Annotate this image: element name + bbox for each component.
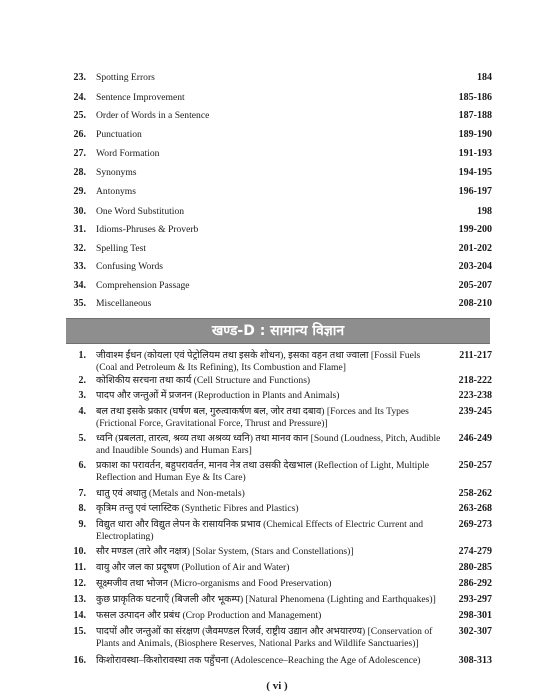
- entry-pages: 189-190: [458, 129, 492, 140]
- entry-number: 2.: [78, 375, 86, 386]
- entry-title: Confusing Words: [96, 261, 164, 272]
- entry-pages: 187-188: [458, 110, 492, 121]
- entry-number: 9.: [78, 519, 86, 530]
- entry-number: 7.: [78, 488, 86, 499]
- entry-title: सौर मण्डल (तारे और नक्षत्र) [Solar System, (Stars and Constellations)]: [96, 546, 354, 557]
- entry-title: वायु और जल का प्रदूषण (Pollution of Air and Water): [96, 562, 290, 573]
- entry-number: 32.: [73, 243, 86, 254]
- entry-title: Comprehension Passage: [96, 280, 190, 291]
- entry-pages: 239-245: [458, 406, 492, 417]
- entry-title: Punctuation: [96, 129, 142, 140]
- entry-pages: 298-301: [458, 610, 492, 621]
- entry-title: कृत्रिम तन्तु एवं प्लास्टिक (Synthetic Fibres and Plastics): [96, 503, 299, 514]
- entry-pages: 274-279: [458, 546, 492, 557]
- entry-title: बल तथा इसके प्रकार (घर्षण बल, गुरुत्वाकर्षण बल, जोर तथा दबाव) [Forces and Its Types (Frictional Force, Gravitational Force, Thrust and Pressure)]: [96, 406, 409, 429]
- entry-pages: 205-207: [458, 280, 492, 291]
- entry-title: Idioms-Phruses & Proverb: [96, 224, 199, 235]
- entry-pages: 185-186: [458, 92, 492, 103]
- entry-title: पादप और जन्तुओं में प्रजनन (Reproduction in Plants and Animals): [96, 390, 340, 401]
- entry-pages: 201-202: [458, 243, 492, 254]
- entry-number: 8.: [78, 503, 86, 514]
- entry-title: विद्युत धारा और विद्युत लेपन के रासायनिक प्रभाव (Chemical Effects of Electric Current and Electroplating): [96, 519, 424, 542]
- entry-title: ध्वनि (प्रबलता, तारत्व, श्रव्य तथा अश्रव्य ध्वनि) तथा मानव कान [Sound (Loudness, Pitch, Audible and Inaudible Sounds) and Human Ears]: [96, 433, 441, 456]
- entry-title: पादपों और जन्तुओं का संरक्षण (जैवमण्डल रिजर्व, राष्ट्रीय उद्यान और अभयारण्य) [Conservation of Plants and Animals, (Biosphere Reserves, National Parks and Wildlife Sanctuaries)]: [96, 626, 433, 649]
- entry-title: किशोरावस्था–किशोरावस्था तक पहुँचना (Adolescence–Reaching the Age of Adolescence): [96, 655, 421, 666]
- entry-title: Word Formation: [96, 148, 160, 159]
- entry-title: Synonyms: [96, 167, 137, 178]
- entry-pages: 308-313: [458, 655, 492, 666]
- entry-title: प्रकाश का परावर्तन, बहुपरावर्तन, मानव नेत्र तथा उसकी देखभाल (Reflection of Light, Multiple Reflection and Human Eye & Its Care): [96, 460, 430, 483]
- entry-number: 34.: [73, 280, 86, 291]
- entry-number: 27.: [73, 148, 86, 159]
- entry-pages: 293-297: [458, 594, 492, 605]
- section-heading-banner: [66, 318, 490, 344]
- entry-number: 28.: [73, 167, 86, 178]
- entry-number: 1.: [78, 350, 86, 361]
- entry-number: 13.: [73, 594, 86, 605]
- entry-pages: 196-197: [458, 186, 492, 197]
- entry-title: Spelling Test: [96, 243, 147, 254]
- entry-pages: 263-268: [458, 503, 492, 514]
- entry-number: 26.: [73, 129, 86, 140]
- entry-pages: 203-204: [458, 261, 492, 272]
- entry-pages: 223-238: [458, 390, 492, 401]
- entry-number: 25.: [73, 110, 86, 121]
- entry-number: 10.: [73, 546, 86, 557]
- entry-number: 24.: [73, 92, 86, 103]
- entry-pages: 246-249: [458, 433, 492, 444]
- section-heading: खण्ड-D : सामान्य विज्ञान: [211, 323, 345, 339]
- entry-pages: 191-193: [458, 148, 492, 159]
- entry-number: 33.: [73, 261, 86, 272]
- entry-pages: 250-257: [458, 460, 492, 471]
- entry-number: 3.: [78, 390, 86, 401]
- entry-title: जीवाश्म ईंधन (कोयला एवं पेट्रोलियम तथा इसके शोधन), इसका वहन तथा ज्वाला [Fossil Fuels (Coal and Petroleum & Its Refining), Its Combustion and Flame]: [96, 350, 421, 373]
- entry-title: कुछ प्राकृतिक घटनाएँ (बिजली और भूकम्प) [Natural Phenomena (Lighting and Earthquakes)]: [96, 594, 436, 605]
- entry-title: Spotting Errors: [96, 72, 155, 83]
- entry-number: 4.: [78, 406, 86, 417]
- entry-pages: 280-285: [458, 562, 492, 573]
- entry-title: Miscellaneous: [96, 298, 152, 309]
- entry-title: Sentence Improvement: [96, 92, 185, 103]
- entry-number: 35.: [73, 298, 86, 309]
- entry-title: सूक्ष्मजीव तथा भोजन (Micro-organisms and Food Preservation): [96, 578, 332, 589]
- entry-number: 23.: [73, 72, 86, 83]
- entry-pages: 208-210: [458, 298, 492, 309]
- entry-pages: 194-195: [458, 167, 492, 178]
- entry-number: 31.: [73, 224, 86, 235]
- entry-number: 14.: [73, 610, 86, 621]
- entry-pages: 258-262: [458, 488, 492, 499]
- entry-pages: 302-307: [458, 626, 492, 637]
- entry-number: 5.: [78, 433, 86, 444]
- entry-title: Order of Words in a Sentence: [96, 110, 210, 121]
- entry-pages: 198: [477, 206, 492, 217]
- entry-title: One Word Substitution: [96, 206, 185, 217]
- page-number: ( vi ): [266, 680, 288, 692]
- entry-title: फसल उत्पादन और प्रबंध (Crop Production and Management): [96, 610, 322, 621]
- entry-title: धातु एवं अधातु (Metals and Non-metals): [96, 488, 245, 499]
- entry-pages: 199-200: [458, 224, 492, 235]
- entry-pages: 269-273: [458, 519, 492, 530]
- entry-pages: 211-217: [459, 350, 492, 361]
- entry-number: 12.: [73, 578, 86, 589]
- entry-number: 11.: [74, 562, 86, 573]
- entry-pages: 286-292: [458, 578, 492, 589]
- entry-number: 6.: [78, 460, 86, 471]
- entry-number: 15.: [73, 626, 86, 637]
- entry-title: कोशिकीय सरचना तथा कार्य (Cell Structure and Functions): [96, 375, 311, 386]
- entry-number: 30.: [73, 206, 86, 217]
- entry-pages: 218-222: [458, 375, 492, 386]
- entry-pages: 184: [477, 72, 492, 83]
- entry-number: 29.: [73, 186, 86, 197]
- entry-title: Antonyms: [96, 186, 136, 197]
- entry-number: 16.: [73, 655, 86, 666]
